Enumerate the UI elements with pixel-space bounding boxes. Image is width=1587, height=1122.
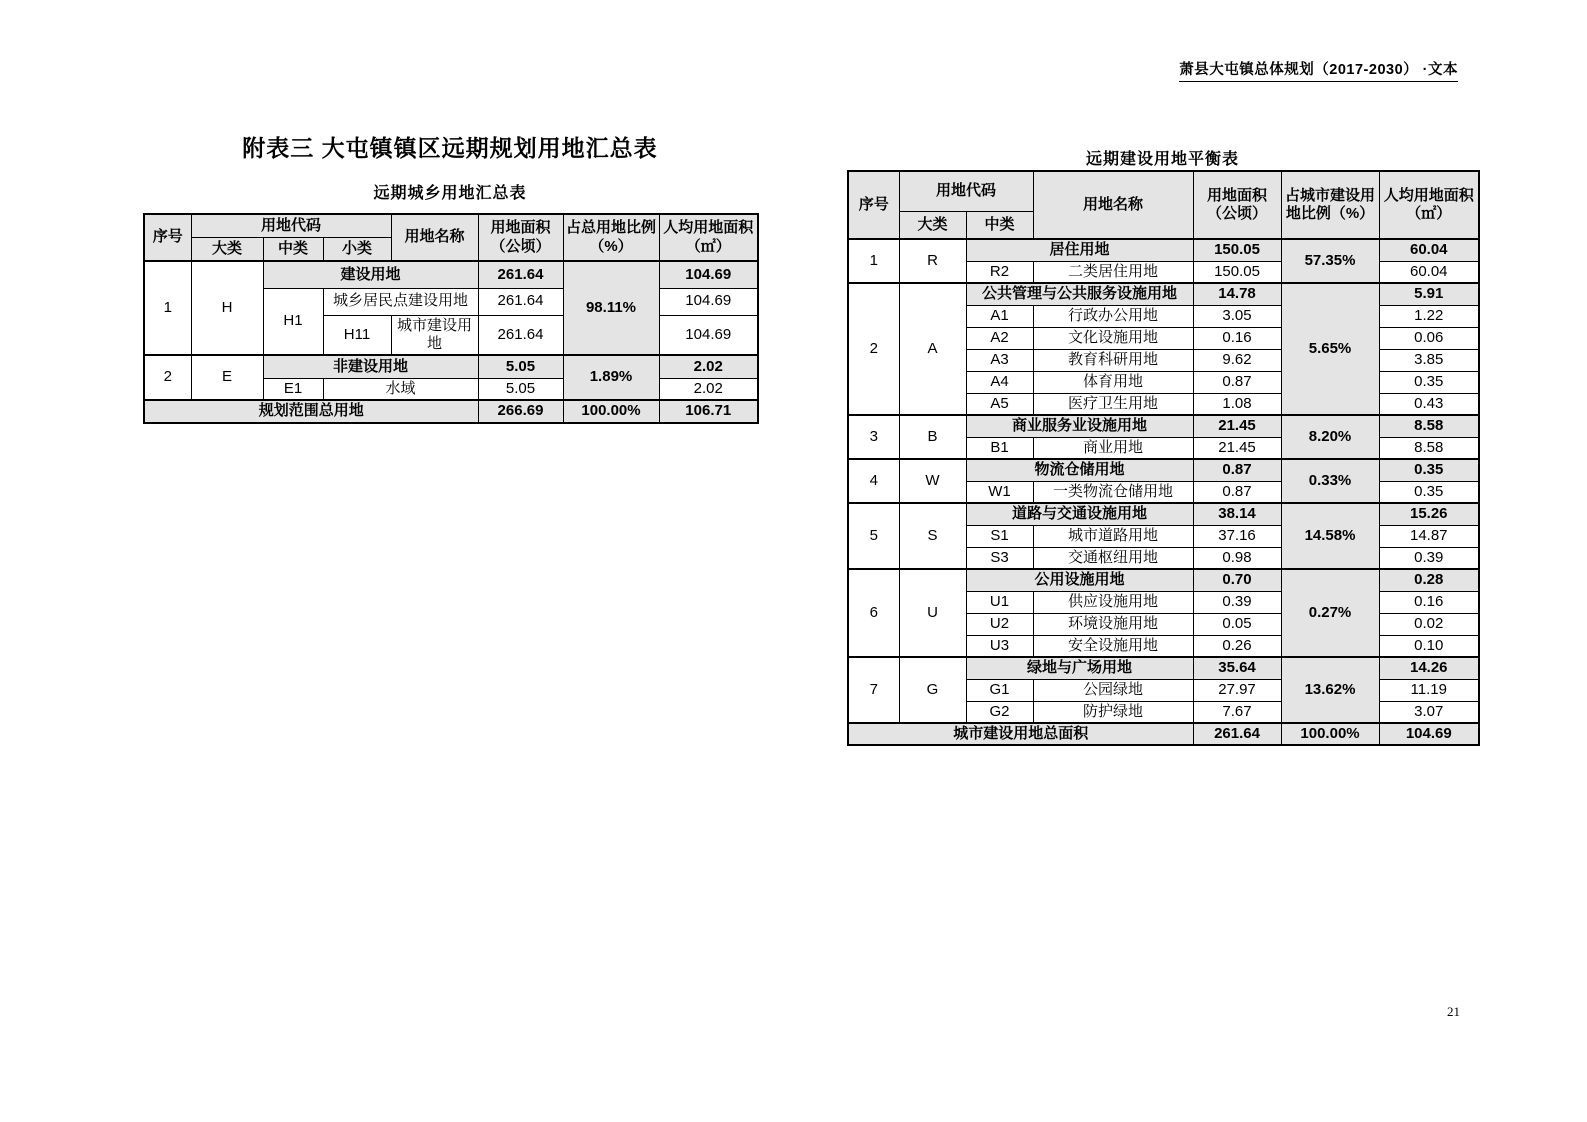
- per-capita-cell: 0.39: [1379, 547, 1479, 569]
- per-capita-cell: 0.35: [1379, 481, 1479, 503]
- area-cell: 37.16: [1193, 525, 1281, 547]
- per-capita-cell: 2.02: [659, 378, 758, 400]
- per-capita-cell: 104.69: [659, 288, 758, 315]
- seq-cell: 5: [848, 503, 899, 569]
- group-summary-row: [144, 355, 758, 378]
- category-name-cell: 建设用地: [263, 261, 478, 288]
- major-class-cell: U: [899, 569, 966, 657]
- pct-cell: 5.65%: [1281, 283, 1379, 415]
- name-cell: 一类物流仓储用地: [1033, 481, 1193, 503]
- mid-class-cell: S1: [966, 525, 1033, 547]
- pct-cell: 8.20%: [1281, 415, 1379, 459]
- per-capita-cell: 60.04: [1379, 261, 1479, 283]
- mid-class-cell: G1: [966, 679, 1033, 701]
- area-cell: 0.87: [1193, 481, 1281, 503]
- area-cell: 0.87: [1193, 459, 1281, 481]
- per-capita-cell: 1.22: [1379, 305, 1479, 327]
- area-cell: 261.64: [478, 315, 563, 355]
- name-cell: 环境设施用地: [1033, 613, 1193, 635]
- per-capita-cell: 2.02: [659, 355, 758, 378]
- category-name-cell: 绿地与广场用地: [966, 657, 1193, 679]
- area-cell: 0.70: [1193, 569, 1281, 591]
- major-class-cell: W: [899, 459, 966, 503]
- col-header-per-capita: 人均用地面积（㎡）: [659, 214, 758, 261]
- pct-cell: 0.33%: [1281, 459, 1379, 503]
- page-number: 21: [1447, 1004, 1460, 1019]
- area-cell: 261.64: [1193, 723, 1281, 745]
- seq-cell: 7: [848, 657, 899, 723]
- col-header-minor: 小类: [323, 237, 391, 261]
- per-capita-cell: 8.58: [1379, 415, 1479, 437]
- name-cell: 防护绿地: [1033, 701, 1193, 723]
- mid-class-cell: A3: [966, 349, 1033, 371]
- col-header-area: 用地面积（公顷）: [478, 214, 563, 261]
- pct-cell: 1.89%: [563, 355, 659, 400]
- per-capita-cell: 0.02: [1379, 613, 1479, 635]
- pct-cell: 100.00%: [1281, 723, 1379, 745]
- major-class-cell: H: [191, 261, 263, 355]
- per-capita-cell: 3.07: [1379, 701, 1479, 723]
- per-capita-cell: 11.19: [1379, 679, 1479, 701]
- area-cell: 0.05: [1193, 613, 1281, 635]
- group-summary-row: [848, 657, 1479, 679]
- major-class-cell: A: [899, 283, 966, 415]
- seq-cell: 2: [144, 355, 191, 400]
- name-cell: 交通枢纽用地: [1033, 547, 1193, 569]
- name-cell: 文化设施用地: [1033, 327, 1193, 349]
- area-cell: 0.39: [1193, 591, 1281, 613]
- pct-cell: 98.11%: [563, 261, 659, 355]
- area-cell: 0.26: [1193, 635, 1281, 657]
- col-header-code: 用地代码: [191, 214, 391, 237]
- area-cell: 0.87: [1193, 371, 1281, 393]
- category-name-cell: 商业服务业设施用地: [966, 415, 1193, 437]
- per-capita-cell: 0.16: [1379, 591, 1479, 613]
- per-capita-cell: 5.91: [1379, 283, 1479, 305]
- per-capita-cell: 0.43: [1379, 393, 1479, 415]
- mid-class-cell: A1: [966, 305, 1033, 327]
- total-label-cell: 城市建设用地总面积: [848, 723, 1193, 745]
- per-capita-cell: 0.06: [1379, 327, 1479, 349]
- group-summary-row: [144, 261, 758, 288]
- per-capita-cell: 14.87: [1379, 525, 1479, 547]
- seq-cell: 1: [848, 239, 899, 283]
- group-summary-row: [848, 503, 1479, 525]
- urban-rural-land-summary-table: [143, 213, 759, 424]
- page-title: 附表三 大屯镇镇区远期规划用地汇总表: [242, 135, 658, 161]
- area-cell: 266.69: [478, 400, 563, 423]
- pct-cell: 13.62%: [1281, 657, 1379, 723]
- per-capita-cell: 15.26: [1379, 503, 1479, 525]
- col-header-code: 用地代码: [899, 171, 1033, 211]
- major-class-cell: B: [899, 415, 966, 459]
- mid-class-cell: A4: [966, 371, 1033, 393]
- per-capita-cell: 14.26: [1379, 657, 1479, 679]
- col-header-no: 序号: [144, 214, 191, 261]
- group-summary-row: [848, 569, 1479, 591]
- group-summary-row: [848, 239, 1479, 261]
- right-table-title: 远期建设用地平衡表: [1085, 151, 1239, 168]
- area-cell: 5.05: [478, 378, 563, 400]
- col-header-major: 大类: [899, 211, 966, 239]
- area-cell: 3.05: [1193, 305, 1281, 327]
- major-class-cell: E: [191, 355, 263, 400]
- area-cell: 5.05: [478, 355, 563, 378]
- category-name-cell: 物流仓储用地: [966, 459, 1193, 481]
- name-cell: 城乡居民点建设用地: [323, 288, 478, 315]
- mid-class-cell: U1: [966, 591, 1033, 613]
- doc-header: [1179, 58, 1458, 79]
- area-cell: 27.97: [1193, 679, 1281, 701]
- category-name-cell: 公共管理与公共服务设施用地: [966, 283, 1193, 305]
- header-row: [848, 171, 1479, 211]
- col-header-pct: 占总用地比例（%）: [563, 214, 659, 261]
- col-header-name: 用地名称: [391, 214, 478, 261]
- area-cell: 0.16: [1193, 327, 1281, 349]
- per-capita-cell: 0.10: [1379, 635, 1479, 657]
- group-summary-row: [848, 459, 1479, 481]
- total-row: [848, 723, 1479, 745]
- per-capita-cell: 0.28: [1379, 569, 1479, 591]
- major-class-cell: G: [899, 657, 966, 723]
- major-class-cell: R: [899, 239, 966, 283]
- area-cell: 261.64: [478, 288, 563, 315]
- pct-cell: 100.00%: [563, 400, 659, 423]
- minor-class-cell: H11: [323, 315, 391, 355]
- col-header-major: 大类: [191, 237, 263, 261]
- col-header-area: 用地面积（公顷）: [1193, 171, 1281, 239]
- seq-cell: 3: [848, 415, 899, 459]
- area-cell: 150.05: [1193, 239, 1281, 261]
- seq-cell: 2: [848, 283, 899, 415]
- mid-class-cell: E1: [263, 378, 323, 400]
- per-capita-cell: 8.58: [1379, 437, 1479, 459]
- mid-class-cell: U3: [966, 635, 1033, 657]
- name-cell: 医疗卫生用地: [1033, 393, 1193, 415]
- mid-class-cell: H1: [263, 288, 323, 355]
- pct-cell: 0.27%: [1281, 569, 1379, 657]
- mid-class-cell: S3: [966, 547, 1033, 569]
- category-name-cell: 公用设施用地: [966, 569, 1193, 591]
- name-cell: 城市道路用地: [1033, 525, 1193, 547]
- area-cell: 261.64: [478, 261, 563, 288]
- mid-class-cell: B1: [966, 437, 1033, 459]
- total-label-cell: 规划范围总用地: [144, 400, 478, 423]
- total-row: [144, 400, 758, 423]
- area-cell: 9.62: [1193, 349, 1281, 371]
- category-name-cell: 居住用地: [966, 239, 1193, 261]
- area-cell: 0.98: [1193, 547, 1281, 569]
- major-class-cell: S: [899, 503, 966, 569]
- col-header-mid: 中类: [263, 237, 323, 261]
- construction-land-balance-table: [847, 170, 1480, 746]
- doc-header-text: 萧县大屯镇总体规划（2017-2030） ·文本: [1179, 62, 1458, 82]
- group-summary-row: [848, 415, 1479, 437]
- col-header-no: 序号: [848, 171, 899, 239]
- name-cell: 供应设施用地: [1033, 591, 1193, 613]
- name-cell: 二类居住用地: [1033, 261, 1193, 283]
- area-cell: 35.64: [1193, 657, 1281, 679]
- col-header-per-capita: 人均用地面积（㎡）: [1379, 171, 1479, 239]
- category-name-cell: 道路与交通设施用地: [966, 503, 1193, 525]
- mid-class-cell: W1: [966, 481, 1033, 503]
- name-cell: 城市建设用地: [391, 315, 478, 355]
- mid-class-cell: A2: [966, 327, 1033, 349]
- mid-class-cell: A5: [966, 393, 1033, 415]
- area-cell: 21.45: [1193, 437, 1281, 459]
- name-cell: 公园绿地: [1033, 679, 1193, 701]
- pct-cell: 14.58%: [1281, 503, 1379, 569]
- mid-class-cell: G2: [966, 701, 1033, 723]
- area-cell: 14.78: [1193, 283, 1281, 305]
- seq-cell: 6: [848, 569, 899, 657]
- name-cell: 教育科研用地: [1033, 349, 1193, 371]
- col-header-mid: 中类: [966, 211, 1033, 239]
- name-cell: 水域: [323, 378, 478, 400]
- per-capita-cell: 104.69: [659, 315, 758, 355]
- seq-cell: 1: [144, 261, 191, 355]
- name-cell: 安全设施用地: [1033, 635, 1193, 657]
- pct-cell: 57.35%: [1281, 239, 1379, 283]
- category-name-cell: 非建设用地: [263, 355, 478, 378]
- name-cell: 商业用地: [1033, 437, 1193, 459]
- group-summary-row: [848, 283, 1479, 305]
- name-cell: 体育用地: [1033, 371, 1193, 393]
- per-capita-cell: 0.35: [1379, 371, 1479, 393]
- mid-class-cell: R2: [966, 261, 1033, 283]
- per-capita-cell: 3.85: [1379, 349, 1479, 371]
- per-capita-cell: 0.35: [1379, 459, 1479, 481]
- area-cell: 21.45: [1193, 415, 1281, 437]
- name-cell: 行政办公用地: [1033, 305, 1193, 327]
- per-capita-cell: 104.69: [1379, 723, 1479, 745]
- header-row: [144, 214, 758, 237]
- mid-class-cell: U2: [966, 613, 1033, 635]
- area-cell: 150.05: [1193, 261, 1281, 283]
- left-table-title: 远期城乡用地汇总表: [373, 185, 527, 202]
- col-header-name: 用地名称: [1033, 171, 1193, 239]
- per-capita-cell: 106.71: [659, 400, 758, 423]
- col-header-pct: 占城市建设用地比例（%）: [1281, 171, 1379, 239]
- area-cell: 7.67: [1193, 701, 1281, 723]
- per-capita-cell: 104.69: [659, 261, 758, 288]
- per-capita-cell: 60.04: [1379, 239, 1479, 261]
- area-cell: 1.08: [1193, 393, 1281, 415]
- area-cell: 38.14: [1193, 503, 1281, 525]
- seq-cell: 4: [848, 459, 899, 503]
